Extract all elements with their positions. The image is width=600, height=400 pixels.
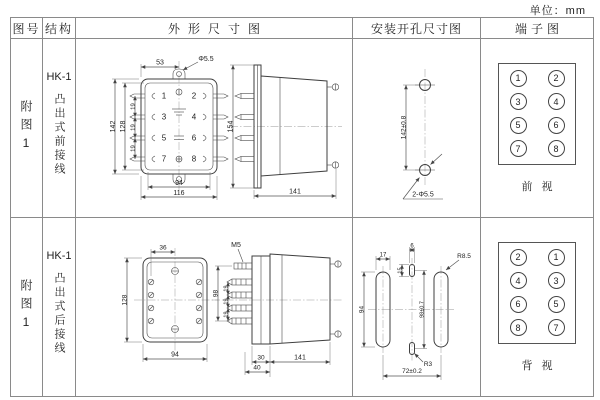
dim-53: 53 <box>156 59 164 66</box>
view-label-front: 前视 <box>521 180 562 193</box>
terminal-box-rear <box>498 242 576 344</box>
dim-98-tol: 98±0.7 <box>419 301 425 318</box>
terminal-circle: 4 <box>548 93 565 110</box>
structure-desc: 凸出式后接线 <box>53 272 65 356</box>
dim-19: 19 <box>223 298 230 305</box>
dim-30: 30 <box>257 354 265 362</box>
header-terminal-diagram: 端子图 <box>481 18 593 39</box>
dim-128: 128 <box>121 294 129 306</box>
terminal-num: 2 <box>191 91 197 100</box>
row1-fig-no <box>11 39 43 218</box>
terminal-circle: 5 <box>548 296 565 313</box>
structure-desc: 凸出式前接线 <box>53 93 65 177</box>
terminal-num: 7 <box>161 154 167 163</box>
dim-154: 154 <box>227 120 235 132</box>
row2-outline-cell <box>76 218 353 396</box>
spec-table <box>10 17 594 397</box>
outline-drawing-rear-wiring <box>84 222 344 392</box>
row1-structure <box>43 39 76 218</box>
rear-face-view <box>122 245 219 363</box>
front-view <box>110 56 228 200</box>
dim-6: 6 <box>409 243 414 250</box>
dim-141: 141 <box>294 354 306 362</box>
terminal-box-front <box>498 63 576 165</box>
terminal-circle: 2 <box>510 249 527 266</box>
row1-terminal-cell <box>481 39 593 218</box>
terminal-num: 1 <box>161 91 167 100</box>
dim-72-tol: 72±0.2 <box>401 368 422 375</box>
terminal-circle: 2 <box>548 70 565 87</box>
row2-terminal-cell <box>481 218 593 396</box>
dim-142: 142 <box>110 120 117 132</box>
terminal-num: 8 <box>191 154 197 163</box>
fig-no-label: 附图1 <box>19 279 33 335</box>
unit-label: 单位：mm <box>529 5 586 17</box>
row1-mounting-cell <box>353 39 481 218</box>
terminal-num: 5 <box>161 133 167 142</box>
terminal-circle: 6 <box>510 296 527 313</box>
dim-141: 141 <box>289 188 301 195</box>
dim-19: 19 <box>131 123 137 131</box>
header-outline-dims: 外形尺寸图 <box>76 18 353 39</box>
dim-40: 40 <box>253 364 261 372</box>
dim-19: 19 <box>131 144 137 152</box>
dim-19: 19 <box>223 311 230 318</box>
model-label: HK-1 <box>46 71 72 83</box>
terminal-circle: 1 <box>510 70 527 87</box>
dim-17: 17 <box>379 252 386 259</box>
header-fig-no: 图号 <box>11 18 43 39</box>
side-view <box>212 242 342 377</box>
holes-callout: 2-Φ5.5 <box>411 191 434 199</box>
radius-big: R8.5 <box>456 253 471 260</box>
header-structure: 结构 <box>43 18 76 39</box>
terminal-circle: 3 <box>510 93 527 110</box>
terminal-circle: 8 <box>510 319 527 336</box>
row1-outline-cell <box>76 39 353 218</box>
terminal-circle: 3 <box>548 272 565 289</box>
terminal-circle: 1 <box>548 249 565 266</box>
dim-94: 94 <box>171 351 179 359</box>
terminal-circle: 4 <box>510 272 527 289</box>
dim-94: 94 <box>358 305 365 314</box>
terminal-circle: 5 <box>510 117 527 134</box>
row2-mounting-cell <box>353 218 481 396</box>
model-label: HK-1 <box>46 250 72 262</box>
view-label-rear: 背视 <box>521 359 562 372</box>
dim-36: 36 <box>159 244 167 252</box>
row2-structure <box>43 218 76 396</box>
dim-116: 116 <box>173 189 185 197</box>
dim-94: 94 <box>175 179 183 187</box>
terminal-circle: 8 <box>548 140 565 157</box>
dim-128: 128 <box>120 120 127 132</box>
dim-142-tol: 142±0.8 <box>400 115 407 140</box>
terminal-circle: 7 <box>510 140 527 157</box>
mounting-drawing-rear-wiring <box>354 222 480 392</box>
outline-drawing-front-wiring <box>84 51 344 206</box>
terminal-circle: 6 <box>548 117 565 134</box>
terminal-num: 3 <box>161 112 167 121</box>
fig-no-label: 附图1 <box>19 100 33 156</box>
header-mounting-dims: 安装开孔尺寸图 <box>353 18 481 39</box>
dim-19: 19 <box>131 102 137 110</box>
mounting-drawing-front-wiring <box>357 53 477 203</box>
side-view <box>228 65 343 199</box>
dim-98: 98 <box>212 289 220 298</box>
dim-19: 19 <box>223 285 230 292</box>
terminal-circle: 7 <box>548 319 565 336</box>
dim-15: 15 <box>397 267 403 274</box>
row2-fig-no <box>11 218 43 396</box>
thread-label: M5 <box>231 242 241 249</box>
terminal-num: 6 <box>191 133 197 142</box>
radius-small: R3 <box>423 361 432 368</box>
terminal-num: 4 <box>191 112 197 121</box>
dim-hole: Φ5.5 <box>198 55 214 63</box>
